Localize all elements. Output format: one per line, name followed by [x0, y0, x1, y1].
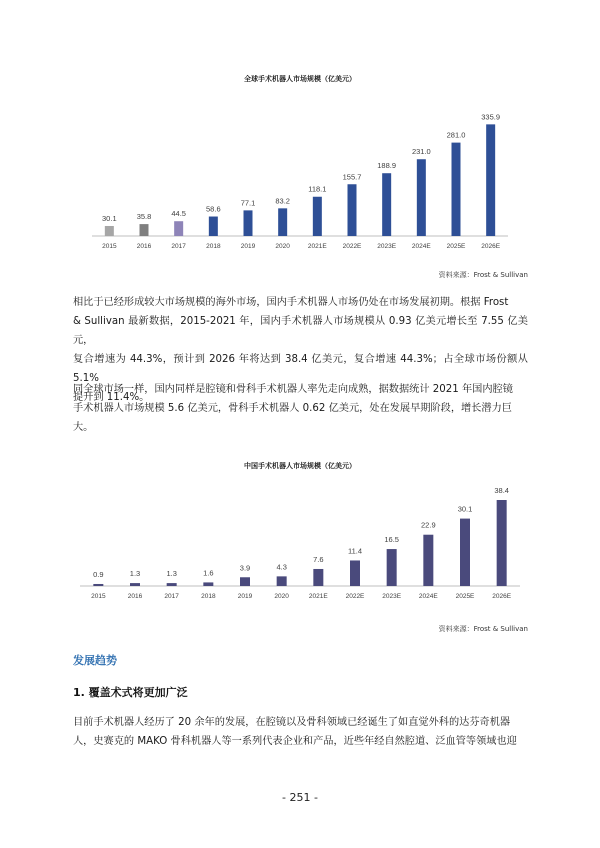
page-number: - 251 -	[282, 791, 318, 804]
chart2-source: 资料来源：Frost & Sullivan	[438, 625, 528, 633]
value-label-2020: 4.3	[276, 562, 287, 572]
bar-2025E	[460, 519, 470, 586]
bar-2018	[209, 217, 218, 236]
tick-label-2017: 2017	[171, 243, 186, 250]
bar-2023E	[382, 173, 391, 236]
value-label-2026E: 38.4	[494, 486, 509, 495]
bar-2016	[130, 583, 140, 586]
chart2-title: 中国手术机器人市场规模（亿美元）	[244, 462, 356, 470]
tick-label-2015: 2015	[91, 593, 106, 600]
section-heading: 发展趋势	[73, 654, 117, 667]
value-label-2022E: 11.4	[347, 546, 363, 556]
paragraph-3-line-2: 人，史赛克的 MAKO 骨科机器人等一系列代表企业和产品，近些年经自然腔道、泛血管等领域也迎	[73, 736, 517, 747]
value-label-2019: 77.1	[240, 198, 256, 208]
bar-2019	[244, 210, 253, 236]
paragraph-1-line-1: 相比于已经形成较大市场规模的海外市场，国内手术机器人市场仍处在市场发展初期。根据 Frost	[73, 297, 509, 308]
value-label-2016: 35.8	[136, 212, 152, 222]
tick-label-2022E: 2022E	[345, 593, 365, 600]
tick-label-2024E: 2024E	[418, 593, 438, 600]
bar-2021E	[313, 197, 322, 236]
bar-2026E	[497, 500, 507, 586]
bar-2021E	[313, 569, 323, 586]
value-label-2019: 3.9	[239, 563, 251, 573]
paragraph-3	[73, 713, 528, 751]
value-label-2023E: 16.5	[384, 535, 399, 545]
value-label-2022E: 155.7	[342, 172, 362, 182]
value-label-2015: 0.9	[93, 569, 104, 579]
bar-2022E	[350, 560, 360, 586]
bar-2017	[174, 221, 183, 236]
value-label-2025E: 30.1	[457, 504, 473, 514]
tick-label-2026E: 2026E	[481, 243, 501, 250]
paragraph-1-line-4: 提升到 11.4%。	[73, 392, 150, 403]
bar-2019	[240, 577, 250, 586]
global-market-chart	[90, 96, 510, 256]
tick-label-2026E: 2026E	[492, 593, 512, 600]
bar-2026E	[486, 124, 495, 236]
value-label-2018: 58.6	[206, 204, 221, 214]
bar-2015	[105, 226, 114, 236]
paragraph-2-line-2: 手术机器人市场规模 5.6 亿美元，骨科手术机器人 0.62 亿美元，处在发展早期阶段，增长潜力巨	[73, 403, 512, 414]
value-label-2024E: 22.9	[421, 520, 436, 530]
bar-2025E	[452, 143, 461, 236]
tick-label-2018: 2018	[206, 243, 221, 250]
value-label-2020: 83.2	[275, 196, 290, 206]
chart1-source: 资料来源：Frost & Sullivan	[438, 271, 528, 279]
tick-label-2016: 2016	[136, 243, 152, 250]
bar-2024E	[417, 159, 426, 236]
value-label-2017: 1.3	[166, 569, 177, 579]
paragraph-3-line-1: 目前手术机器人经历了 20 余年的发展，在腔镜以及骨科领域已经诞生了如直觉外科的达芬奇机器	[73, 717, 511, 728]
tick-label-2016: 2016	[127, 593, 143, 600]
value-label-2026E: 335.9	[481, 112, 501, 122]
paragraph-2-line-3: 大。	[73, 422, 94, 433]
value-label-2016: 1.3	[129, 569, 141, 579]
bar-2020	[278, 208, 287, 236]
tick-label-2019: 2019	[237, 593, 253, 600]
bar-2017	[167, 583, 177, 586]
paragraph-2-line-1: 同全球市场一样，国内同样是腔镜和骨科手术机器人率先走向成熟，据数据统计 2021 年国内腔镜	[73, 384, 513, 395]
tick-label-2025E: 2025E	[446, 243, 466, 250]
paragraph-2	[73, 380, 528, 437]
value-label-2017: 44.5	[171, 209, 186, 219]
bar-2024E	[423, 535, 433, 586]
tick-label-2023E: 2023E	[377, 243, 397, 250]
tick-label-2024E: 2024E	[411, 243, 431, 250]
china-market-chart	[80, 478, 520, 606]
paragraph-1-line-2: & Sullivan 最新数据，2015-2021 年，国内手术机器人市场规模从 0.93 亿美元增长至 7.55 亿美元，	[73, 316, 528, 346]
value-label-2021E: 118.1	[308, 184, 327, 194]
tick-label-2017: 2017	[164, 593, 179, 600]
subsection-heading: 1. 覆盖术式将更加广泛	[73, 686, 188, 699]
tick-label-2015: 2015	[102, 243, 117, 250]
tick-label-2023E: 2023E	[382, 593, 402, 600]
bar-2018	[203, 582, 213, 586]
bar-2015	[93, 584, 103, 586]
value-label-2024E: 231.0	[411, 147, 431, 157]
value-label-2023E: 188.9	[377, 161, 397, 171]
tick-label-2020: 2020	[275, 243, 290, 250]
tick-label-2021E: 2021E	[308, 593, 328, 600]
bar-2020	[277, 576, 287, 586]
bar-2022E	[348, 184, 357, 236]
value-label-2015: 30.1	[102, 213, 117, 223]
paragraph-1-line-3: 复合增速为 44.3%，预计到 2026 年将达到 38.4 亿美元，复合增速 44.3%；占全球市场份额从 5.1%	[73, 354, 528, 384]
chart1-title: 全球手术机器人市场规模（亿美元）	[244, 75, 356, 83]
bar-2023E	[387, 549, 397, 586]
tick-label-2022E: 2022E	[342, 243, 362, 250]
tick-label-2019: 2019	[240, 243, 256, 250]
tick-label-2020: 2020	[274, 593, 289, 600]
bar-2016	[140, 224, 149, 236]
value-label-2025E: 281.0	[446, 130, 466, 140]
tick-label-2018: 2018	[201, 593, 216, 600]
tick-label-2025E: 2025E	[455, 593, 475, 600]
value-label-2018: 1.6	[203, 568, 214, 578]
value-label-2021E: 7.6	[313, 554, 324, 564]
tick-label-2021E: 2021E	[307, 243, 327, 250]
